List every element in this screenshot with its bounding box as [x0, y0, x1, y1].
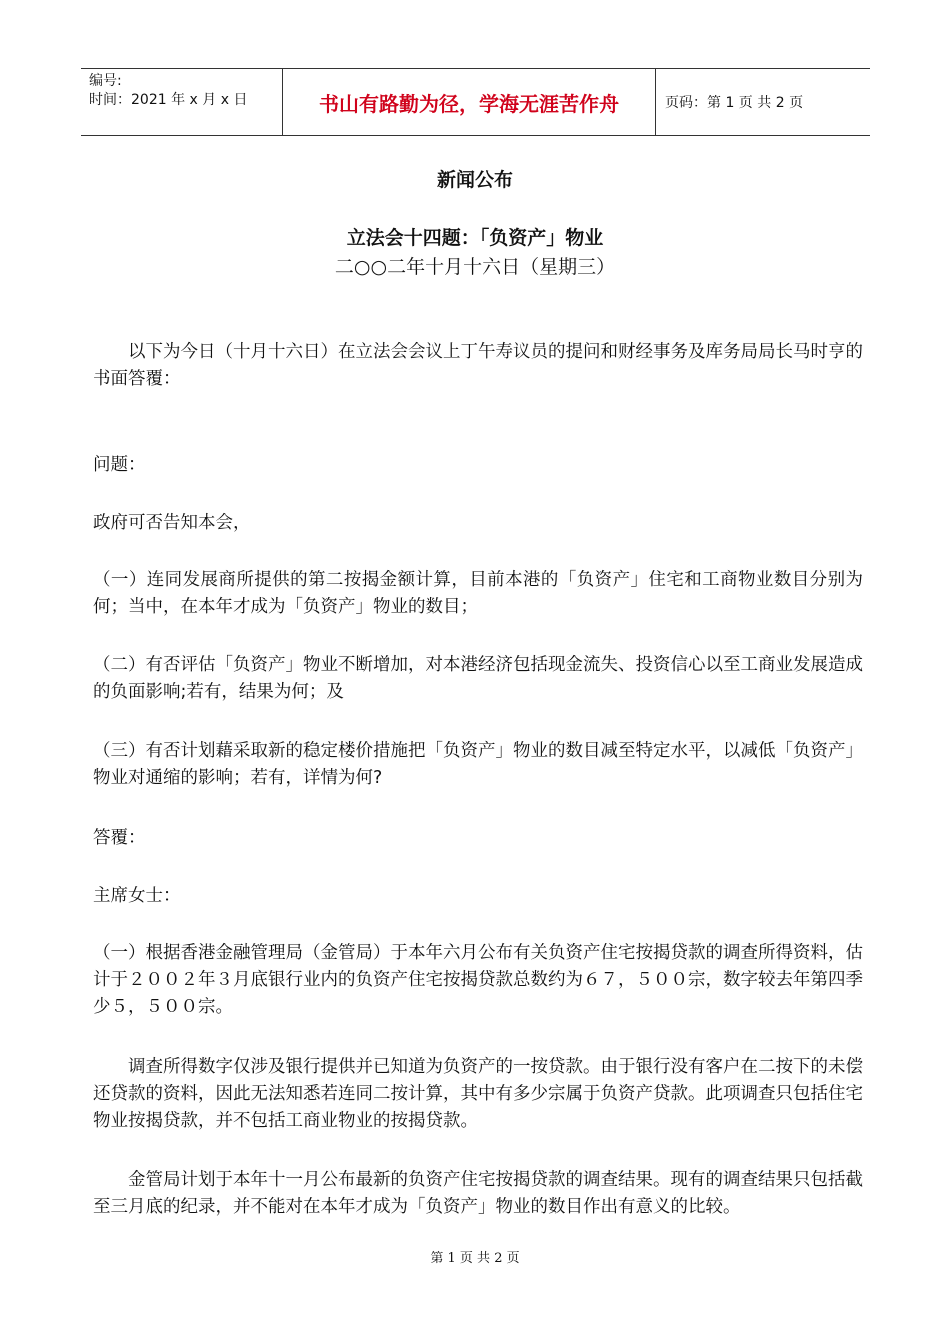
salutation: 主席女士： — [93, 886, 181, 906]
document-heading: 新闻公布 — [436, 169, 513, 191]
answer-paragraph-3-text: 金管局计划于本年十一月公布最新的负资产住宅按揭贷款的调查结果。现有的调查结果只包括截至三月底的纪录，并不能对在本年才成为「负资产」物业的数目作出有意义的比较。 — [93, 1170, 863, 1217]
page-footer: 第 1 页 共 2 页 — [430, 1251, 520, 1266]
header-page-number: 页码：第 1 页 共 2 页 — [665, 95, 804, 111]
question-label: 问题： — [93, 455, 146, 475]
question-lead: 政府可否告知本会， — [93, 513, 251, 533]
question-item-3: （三）有否计划藉采取新的稳定楼价措施把「负资产」物业的数目减至特定水平，以减低「负资产」物业对通缩的影响；若有，详情为何? — [93, 741, 863, 788]
header-info — [81, 69, 282, 135]
document-date: 时间：2021 年 x 月 x 日 — [89, 92, 248, 108]
answer-paragraph-3 — [93, 1167, 863, 1221]
answer-paragraph-2 — [93, 1054, 863, 1135]
document-code: 编号: — [89, 73, 122, 89]
document-date-line: 二○○二年十月十六日（星期三） — [334, 256, 616, 278]
question-item-2: （二）有否评估「负资产」物业不断增加，对本港经济包括现金流失、投资信心以至工商业发展造成的负面影响;若有，结果为何；及 — [93, 655, 863, 702]
page-header — [81, 68, 870, 136]
answer-label: 答覆： — [93, 828, 146, 848]
header-motto: 书山有路勤为径，学海无涯苦作舟 — [282, 69, 656, 135]
answer-item-1: （一）根据香港金融管理局（金管局）于本年六月公布有关负资产住宅按揭贷款的调查所得资料，估计于２００２年３月底银行业内的负资产住宅按揭贷款总数约为６７，５００宗，数字较去年第四季少５，５００宗。 — [93, 943, 863, 1017]
intro-text: 以下为今日（十月十六日）在立法会会议上丁午寿议员的提问和财经事务及库务局局长马时亨的书面答覆： — [93, 342, 863, 389]
intro-paragraph — [93, 339, 863, 393]
document-title: 立法会十四题：「负资产」物业 — [346, 227, 604, 249]
answer-paragraph-2-text: 调查所得数字仅涉及银行提供并已知道为负资产的一按贷款。由于银行没有客户在二按下的未偿还贷款的资料，因此无法知悉若连同二按计算，其中有多少宗属于负资产贷款。此项调查只包括住宅物业按揭贷款，并不包括工商业物业的按揭贷款。 — [93, 1057, 863, 1131]
question-item-1: （一）连同发展商所提供的第二按揭金额计算，目前本港的「负资产」住宅和工商物业数目分别为何；当中，在本年才成为「负资产」物业的数目； — [93, 570, 863, 617]
